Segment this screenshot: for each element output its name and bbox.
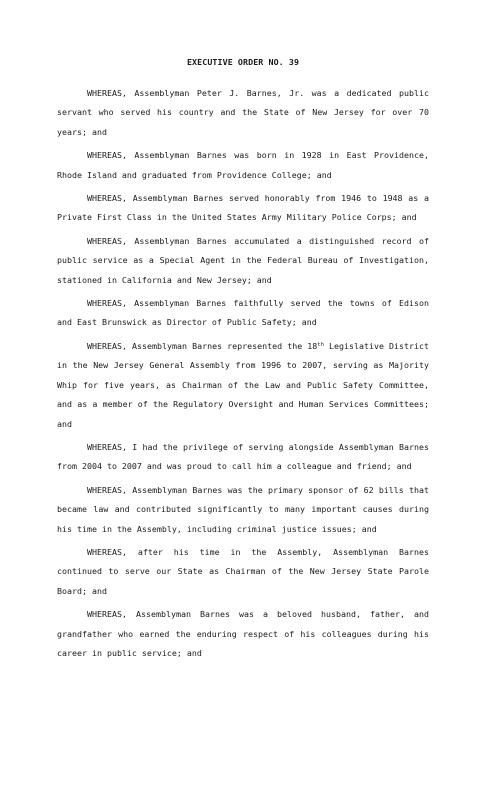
whereas-paragraph-5: WHEREAS, Assemblyman Barnes faithfully served the towns of Edison and East Brunswick as Director of Public Safety; and [57, 298, 429, 328]
whereas-paragraph-9: WHEREAS, after his time in the Assembly, Assemblyman Barnes continued to serve our State as Chairman of the New Jersey State Parole Board; and [57, 546, 429, 596]
whereas-paragraph-7: WHEREAS, I had the privilege of serving alongside Assemblyman Barnes from 2004 to 2007 and was proud to call him a colleague and friend; and [57, 441, 429, 472]
paragraph-6-text-after: Legislative District in the New Jersey General Assembly from 1996 to 2007, serving as Majority Whip for five years, as Chairman of the Law and Public Safety Committee, and as a member of the Regulatory Oversight and Human Services Committees; and [57, 340, 430, 429]
document-title: EXECUTIVE ORDER NO. 39 [186, 57, 300, 67]
paragraph-6-text-before: WHEREAS, Assemblyman Barnes represented the 18 [87, 340, 318, 351]
document-body [57, 84, 429, 667]
whereas-paragraph-10: WHEREAS, Assemblyman Barnes was a beloved husband, father, and grandfather who earned the enduring respect of his colleagues during his career in public service; and [57, 609, 429, 658]
whereas-paragraph-1: WHEREAS, Assemblyman Peter J. Barnes, Jr. was a dedicated public servant who served his country and the State of New Jersey for over 70 years; and [57, 88, 429, 137]
whereas-paragraph-3: WHEREAS, Assemblyman Barnes served honorably from 1946 to 1948 as a Private First Class in the United States Army Military Police Corps; and [57, 193, 429, 223]
whereas-paragraph-6 [57, 337, 429, 434]
whereas-paragraph-2: WHEREAS, Assemblyman Barnes was born in 1928 in East Providence, Rhode Island and graduated from Providence College; and [57, 150, 429, 180]
whereas-paragraph-4: WHEREAS, Assemblyman Barnes accumulated a distinguished record of public service as a Special Agent in the Federal Bureau of Investigation, stationed in California and New Jersey; and [57, 235, 429, 285]
whereas-paragraph-8: WHEREAS, Assemblyman Barnes was the primary sponsor of 62 bills that became law and contributed significantly to many important causes during his time in the Assembly, including criminal justice issues; and [57, 484, 429, 534]
ordinal-superscript: th [317, 341, 324, 348]
